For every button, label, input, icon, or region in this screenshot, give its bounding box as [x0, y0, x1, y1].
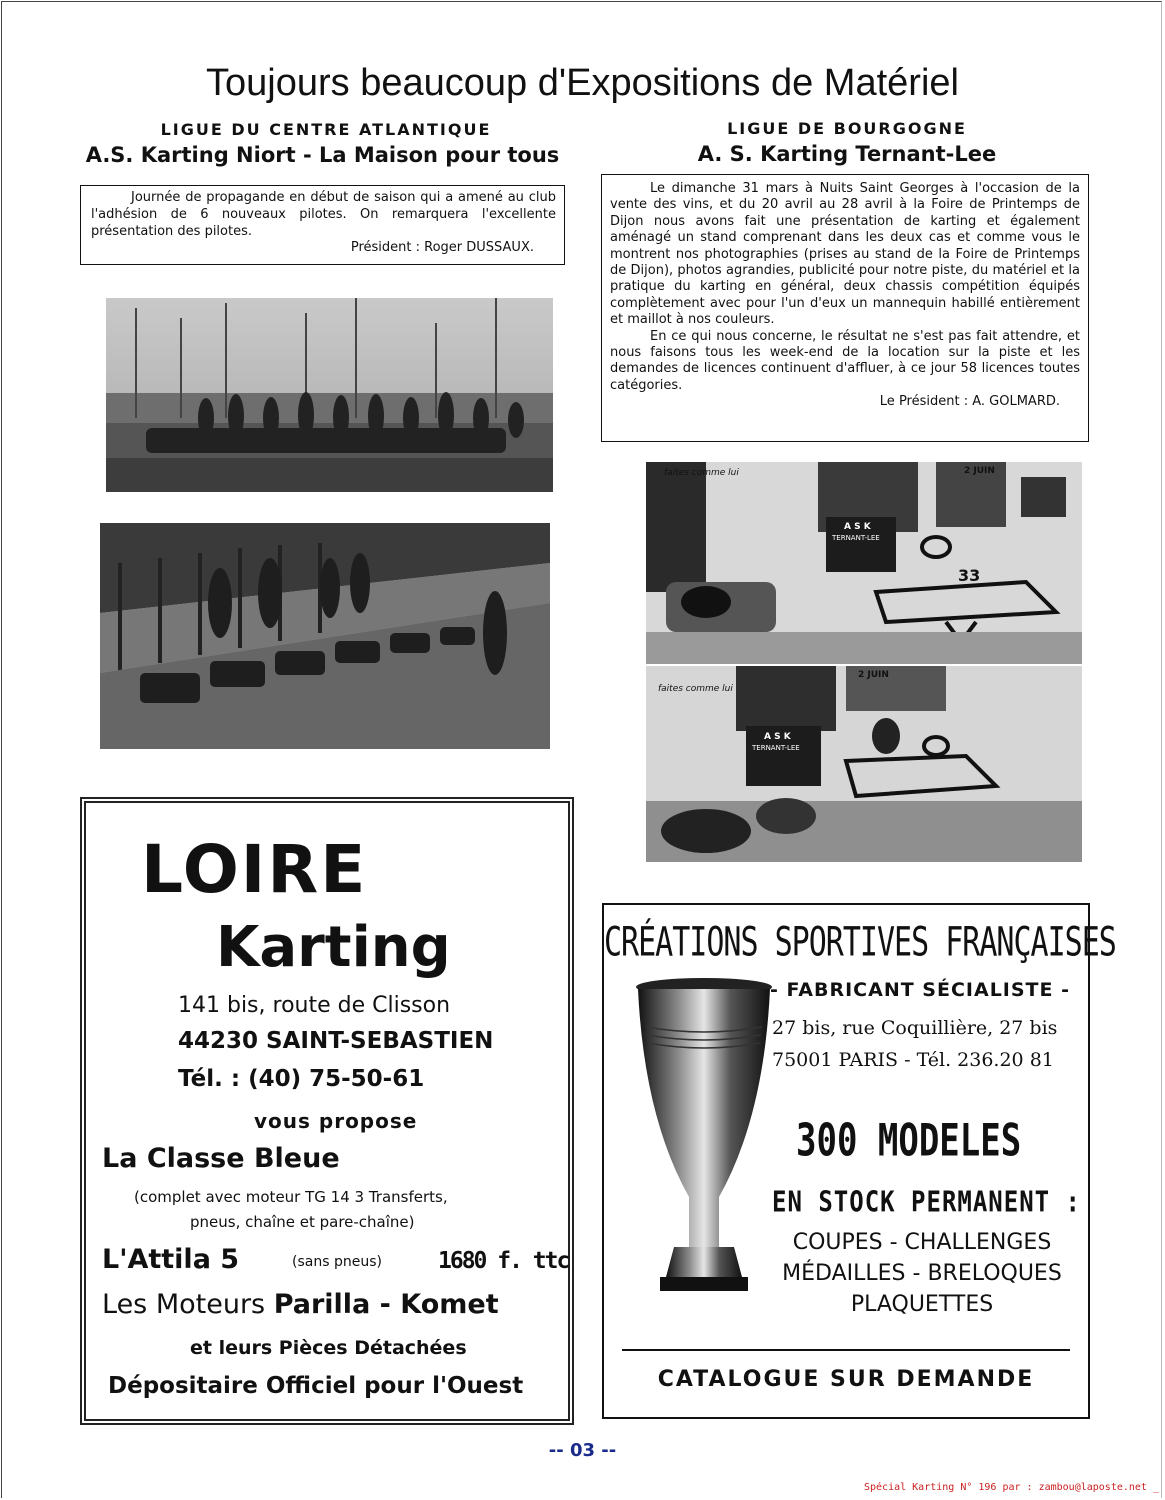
loire-parts: et leurs Pièces Détachées: [190, 1337, 467, 1359]
stand-sign-juin-2: 2 JUIN: [858, 670, 889, 680]
stand-sign-ask-1: A S K: [844, 522, 871, 532]
loire-attila-note: (sans pneus): [292, 1254, 382, 1270]
club-ternant-title: A. S. Karting Ternant-Lee: [697, 142, 997, 166]
loire-attila-price: 1680 f. ttc: [438, 1248, 569, 1274]
loire-classe-bleue-desc-2: pneus, chaîne et pare-chaîne): [190, 1213, 415, 1231]
loire-dealer: Dépositaire Officiel pour l'Ouest: [108, 1373, 524, 1399]
league-centre-atlantique: LIGUE DU CENTRE ATLANTIQUE: [160, 120, 492, 139]
csf-models: 300 MODELES: [796, 1115, 1022, 1167]
loire-engines: [102, 1289, 499, 1320]
loire-classe-bleue-desc-1: (complet avec moteur TG 14 3 Transferts,: [134, 1188, 448, 1206]
loire-karting-ad: [80, 797, 574, 1425]
page-credit: Spécial Karting N° 196 par : zambou@laposte.net _: [863, 1482, 1159, 1493]
page-title: Toujours beaucoup d'Expositions de Matériel: [206, 62, 959, 104]
left-article-box: [80, 185, 565, 265]
photo-dijon-stand-2-image: [646, 666, 1082, 862]
photo-dijon-stand-1: [646, 462, 1082, 664]
trophy-cup-icon: [634, 977, 774, 1295]
loire-model-attila: L'Attila 5: [102, 1244, 240, 1275]
csf-title: CRÉATIONS SPORTIVES FRANÇAISES: [604, 919, 1116, 967]
page-number: -- 03 --: [548, 1440, 617, 1461]
right-article-signature: Le Président : A. GOLMARD.: [879, 394, 1060, 410]
right-article-paragraph-2: En ce qui nous concerne, le résultat ne s'est pas fait attendre, et nous faisons tous les week-end de la location sur la piste et les demandes de licences continuent d'affluer, à ce jour 58 licences toutes catégories.: [610, 328, 1080, 393]
csf-divider: [622, 1349, 1070, 1351]
kart-number-badge: 33: [958, 566, 981, 585]
photo-niort-karts-lineup: [100, 523, 550, 749]
left-article-signature: Président : Roger DUSSAUX.: [350, 240, 534, 256]
stand-sign-juin-1: 2 JUIN: [964, 466, 995, 476]
loire-city: 44230 SAINT-SEBASTIEN: [178, 1028, 494, 1054]
stand-sign-faites-2: faites comme lui: [658, 684, 733, 694]
csf-items-3: PLAQUETTES: [850, 1292, 994, 1317]
right-article-paragraph-1: Le dimanche 31 mars à Nuits Saint Georges à l'occasion de la vente des vins, et du 20 avril au 28 avril à la Foire de Printemps de Dijon nous avons fait une présentation de karting et également aménagé un stand comprenant dans les deux cas et comme vous le montrent nos photographies (prises au stand de la Foire de Printemps de Dijon), photos agrandies, publicité pour notre piste, du matériel et la pratique du karting en général, deux chassis compétition équipés complètement avec pour l'un d'eux un mannequin habillé entièrement et maillot à nos couleurs.: [610, 181, 1080, 328]
karting-brand-title: Karting: [216, 915, 451, 980]
loire-engines-brands: Parilla - Komet: [273, 1289, 499, 1320]
csf-items-1: COUPES - CHALLENGES: [792, 1230, 1052, 1255]
photo-dijon-stand-2: [646, 666, 1082, 862]
csf-city: 75001 PARIS - Tél. 236.20 81: [772, 1049, 1054, 1071]
stand-sign-ternant-2: TERNANT-LEE: [752, 744, 800, 752]
csf-items-2: MÉDAILLES - BRELOQUES: [782, 1261, 1062, 1286]
loire-propose: vous propose: [254, 1109, 418, 1133]
csf-maker: - FABRICANT SÉCIALISTE -: [770, 979, 1070, 1001]
creations-sportives-ad: [602, 903, 1116, 1419]
right-article-box: [601, 174, 1089, 442]
loire-engines-prefix: Les Moteurs: [102, 1289, 274, 1320]
loire-brand-title: LOIRE: [141, 831, 368, 908]
left-article-text: Journée de propagande en début de saison qui a amené au club l'adhésion de 6 nouveaux pilotes. On remarquera l'excellente présentation des pilotes.: [91, 190, 556, 239]
photo-niort-karts-image: [100, 523, 550, 749]
photo-niort-pilots: [106, 298, 553, 492]
photo-dijon-stand-1-image: [646, 462, 1082, 664]
stand-sign-faites-1: faites comme lui: [664, 468, 739, 478]
csf-address: 27 bis, rue Coquillière, 27 bis: [772, 1017, 1058, 1039]
loire-address: 141 bis, route de Clisson: [178, 993, 451, 1018]
csf-stock: EN STOCK PERMANENT :: [772, 1185, 1081, 1219]
club-niort-title: A.S. Karting Niort - La Maison pour tous: [85, 143, 560, 167]
league-bourgogne: LIGUE DE BOURGOGNE: [727, 119, 967, 138]
csf-catalogue: CATALOGUE SUR DEMANDE: [657, 1367, 1035, 1392]
loire-model-classe-bleue: La Classe Bleue: [102, 1143, 340, 1174]
stand-sign-ask-2: A S K: [764, 732, 791, 742]
stand-sign-ternant-1: TERNANT-LEE: [832, 534, 880, 542]
photo-niort-pilots-image: [106, 298, 553, 492]
loire-phone: Tél. : (40) 75-50-61: [178, 1066, 425, 1092]
